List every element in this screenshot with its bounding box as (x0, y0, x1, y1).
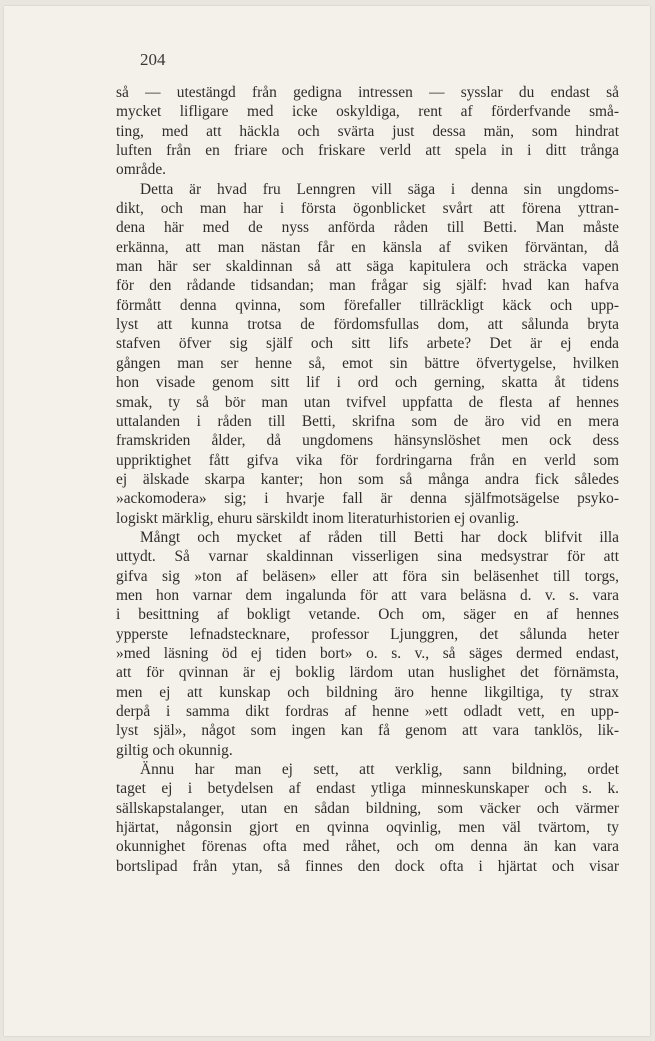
text-line: hjärtat, någonsin gjort en qvinna oqvinlig, men väl tvärtom, ty (116, 819, 619, 837)
text-line: lyst att kunna trotsa de fördomsfullas dom, att sålunda bryta (116, 316, 619, 334)
text-line: hon visade genom sitt lif i ord och gerning, skatta åt tidens (116, 374, 619, 392)
text-line: lyst själ», något som ingen kan få genom att vara tanklös, lik- (116, 722, 619, 740)
text-line: framskriden ålder, då ungdomens hänsynslöshet men ock dess (116, 432, 619, 450)
text-line: men hon varnar dem ingalunda för att vara beläsna d. v. s. vara (116, 586, 619, 604)
text-line: ypperste lefnadstecknare, professor Ljunggren, det sålunda heter (116, 625, 619, 643)
text-line: logiskt märklig, ehuru särskildt inom literaturhistorien ej ovanlig. (116, 509, 520, 527)
text-line: område. (116, 161, 166, 179)
text-line: bortslipad från ytan, så finnes den dock ofta i hjärtat och visar (116, 857, 619, 875)
text-line: »ackomodera» sig; i hvarje fall är denna själfmotsägelse psyko- (116, 490, 619, 508)
text-line: okunnighet förenas ofta med råhet, och om denna än kan vara (116, 838, 619, 856)
text-line: Detta är hvad fru Lenngren vill säga i denna sin ungdoms- (140, 180, 619, 198)
text-line: uttalanden i råden till Betti, skrifna som de äro vid en mera (116, 412, 619, 430)
text-line: men ej att kunskap och bildning äro henne likgiltiga, ty strax (116, 683, 619, 701)
text-line: uppriktighet fått gifva vika för fordringarna från en verld som (116, 451, 619, 469)
text-line: »med läsning öd ej tiden bort» o. s. v., så säges dermed endast, (116, 644, 619, 662)
page-number: 204 (140, 50, 166, 69)
text-line: erkänna, att man nästan får en känsla af sviken förväntan, då (116, 238, 619, 256)
text-line: Ännu har man ej sett, att verklig, sann bildning, ordet (140, 761, 619, 779)
text-line: ting, med att häckla och svärta just dessa män, som hindrat (116, 122, 619, 140)
text-line: för den rådande tidsandan; man frågar sig själf: hvad kan hafva (116, 277, 619, 295)
text-line: Mångt och mycket af råden till Betti har dock blifvit illa (140, 528, 619, 546)
book-page (4, 6, 650, 1036)
text-line: smak, ty så bör man utan tvifvel uppfatta de flesta af hennes (116, 393, 619, 411)
text-line: förmått denna qvinna, som förefaller tillräckligt käck och upp- (116, 296, 619, 314)
text-line: gången man ser henne så, emot sin bättre öfvertygelse, hvilken (116, 354, 619, 372)
text-line: luften från en friare och friskare verld att spela in i ditt trånga (116, 142, 619, 160)
text-line: derpå i samma dikt fordras af henne »ett odladt vett, en upp- (116, 703, 619, 720)
text-line: man här ser skaldinnan så att säga kapitulera och sträcka vapen (116, 258, 619, 276)
text-line: sällskapstalanger, utan en sådan bildning, som väcker och värmer (116, 799, 619, 817)
text-line: i besittning af bokligt vetande. Och om, säger en af hennes (116, 606, 619, 624)
text-line: dikt, och man har i första ögonblicket svårt att förena yttran- (116, 200, 619, 218)
text-line: dena här med de nyss anförda råden till Betti. Man måste (116, 219, 619, 237)
body-text (116, 83, 619, 876)
text-line: uttydt. Så varnar skaldinnan visserligen sina medsystrar för att (116, 548, 619, 566)
text-line: så — utestängd från gedigna intressen — sysslar du endast så (116, 84, 619, 101)
text-line: ej älskade skarpa kanter; hon som så många andra fick således (116, 470, 619, 488)
text-line: taget ej i betydelsen af endast ytliga minneskunskaper och s. k. (116, 780, 619, 798)
text-line: att för qvinnan är ej boklig lärdom utan huslighet det förnämsta, (116, 664, 619, 682)
text-line: stafven öfver sig själf och sitt lifs arbete? Det är ej enda (116, 335, 619, 353)
text-line: gifva sig »ton af beläsen» eller att föra sin beläsenhet till torgs, (116, 567, 619, 585)
text-line: giltig och okunnig. (116, 741, 233, 759)
text-line: mycket lifligare med icke oskyldiga, rent af förderfvande små- (116, 103, 619, 121)
